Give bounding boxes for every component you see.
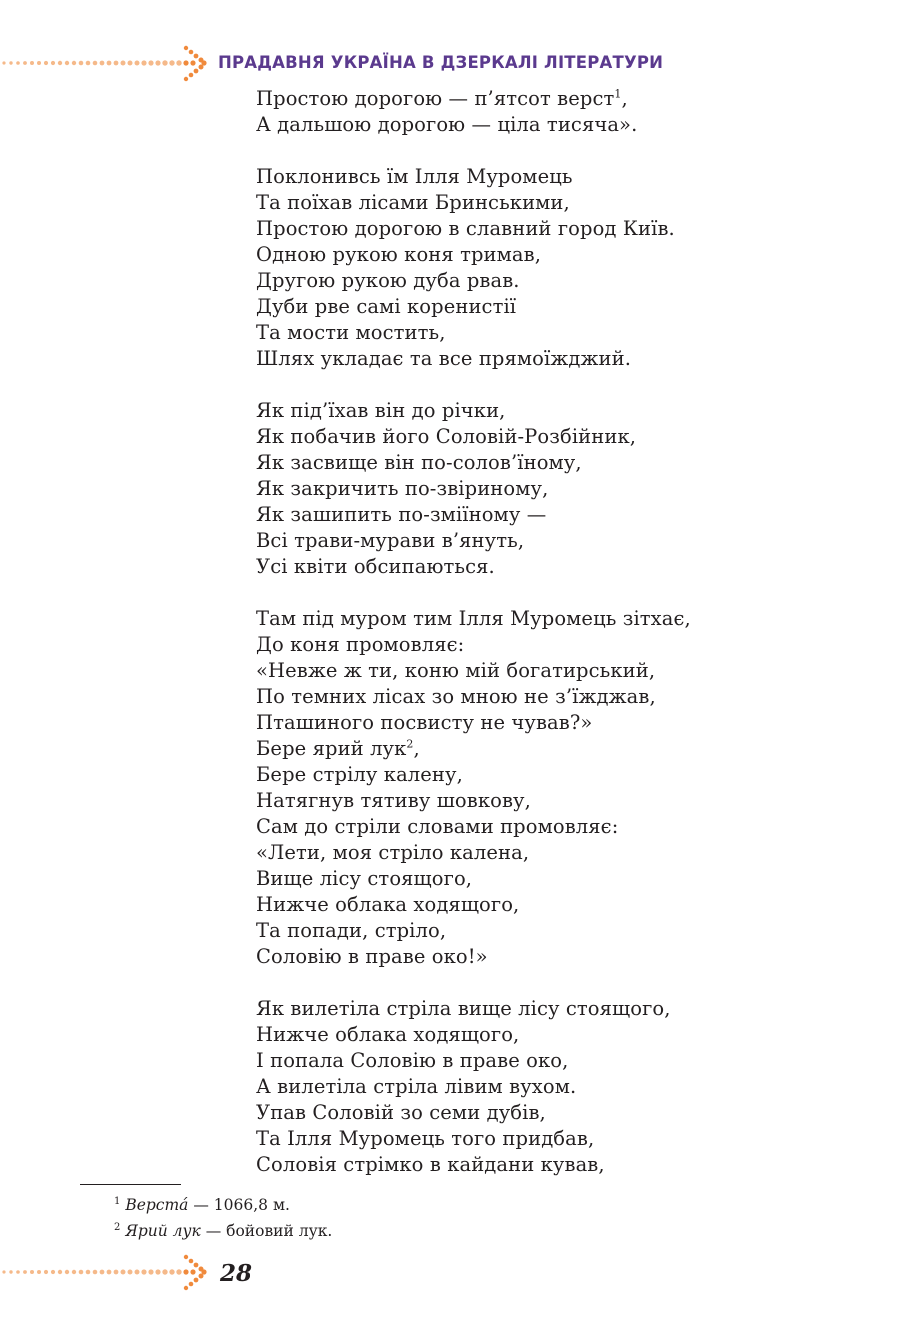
footnote-number: 1 bbox=[114, 1195, 121, 1207]
stanza bbox=[256, 996, 896, 1178]
stanza bbox=[256, 606, 896, 970]
poem-line: Пташиного посвисту не чував?» bbox=[256, 711, 593, 734]
footnote bbox=[114, 1219, 814, 1245]
poem-line: Соловію в праве око!» bbox=[256, 945, 488, 968]
footnote-term: Верстá bbox=[125, 1196, 189, 1214]
footnote-mark: 1 bbox=[614, 87, 622, 101]
poem-line: Як під’їхав він до річки, bbox=[256, 399, 506, 422]
poem-line: Та попади, стріло, bbox=[256, 919, 447, 942]
poem-line: Нижче облака ходящого, bbox=[256, 1023, 520, 1046]
poem-line: Другою рукою дуба рвав. bbox=[256, 269, 520, 292]
poem-line: Нижче облака ходящого, bbox=[256, 893, 520, 916]
poem-line: Поклонивсь їм Ілля Муромець bbox=[256, 165, 573, 188]
page-number: 28 bbox=[220, 1260, 253, 1287]
footnotes bbox=[114, 1193, 814, 1245]
poem-line: Дуби рве самі коренистії bbox=[256, 295, 517, 318]
footnote-text: — 1066,8 м. bbox=[188, 1196, 290, 1214]
poem-line: Упав Соловій зо семи дубів, bbox=[256, 1101, 546, 1124]
poem-line: Як закричить по-звіриному, bbox=[256, 477, 549, 500]
poem-line: Бере стрілу калену, bbox=[256, 763, 463, 786]
poem-body bbox=[256, 86, 896, 1204]
poem-line: «Невже ж ти, коню мій богатирський, bbox=[256, 659, 656, 682]
running-title: ПРАДАВНЯ УКРАЇНА В ДЗЕРКАЛІ ЛІТЕРАТУРИ bbox=[218, 53, 664, 72]
poem-line: Сам до стріли словами промовляє: bbox=[256, 815, 619, 838]
footnote-divider bbox=[80, 1184, 181, 1185]
page-footer bbox=[0, 1252, 918, 1296]
poem-line: Простою дорогою в славний город Київ. bbox=[256, 217, 675, 240]
stanza bbox=[256, 164, 896, 372]
footnote-term: Ярий лук bbox=[125, 1222, 201, 1240]
poem-line: Там під муром тим Ілля Муромець зітхає, bbox=[256, 607, 691, 630]
poem-line: Та поїхав лісами Бринськими, bbox=[256, 191, 570, 214]
poem-line: Бере ярий лук$^2$, bbox=[256, 737, 420, 760]
footnote-text: — бойовий лук. bbox=[200, 1222, 333, 1240]
poem-line: Як побачив його Соловій-Розбійник, bbox=[256, 425, 637, 448]
poem-line: Натягнув тятиву шовкову, bbox=[256, 789, 531, 812]
poem-line: «Лети, моя стріло калена, bbox=[256, 841, 530, 864]
poem-line: Соловія стрімко в кайдани кував, bbox=[256, 1153, 605, 1176]
poem-line: Як засвище він по-солов’їному, bbox=[256, 451, 582, 474]
poem-line: Всі трави-мурави в’януть, bbox=[256, 529, 525, 552]
stanza bbox=[256, 398, 896, 580]
footnote-mark: 2 bbox=[406, 737, 414, 751]
poem-line: До коня промовляє: bbox=[256, 633, 465, 656]
poem-line: Як зашипить по-зміїному — bbox=[256, 503, 547, 526]
poem-line: Вище лісу стоящого, bbox=[256, 867, 473, 890]
page-header bbox=[0, 44, 918, 84]
footnote bbox=[114, 1193, 814, 1219]
poem-line: Простою дорогою — п’ятсот верст$^1$, bbox=[256, 87, 628, 110]
stanza bbox=[256, 86, 896, 138]
poem-line: По темних лісах зо мною не з’їжджав, bbox=[256, 685, 656, 708]
poem-line: Та мости мостить, bbox=[256, 321, 446, 344]
dotted-arrow-icon bbox=[0, 44, 212, 84]
footnote-number: 2 bbox=[114, 1221, 121, 1233]
poem-line: Одною рукою коня тримав, bbox=[256, 243, 542, 266]
poem-line: А дальшою дорогою — ціла тисяча». bbox=[256, 113, 638, 136]
poem-line: Шлях укладає та все прямоїжджий. bbox=[256, 347, 632, 370]
dotted-arrow-icon bbox=[0, 1252, 212, 1296]
poem-line: А вилетіла стріла лівим вухом. bbox=[256, 1075, 577, 1098]
poem-line: Як вилетіла стріла вище лісу стоящого, bbox=[256, 997, 671, 1020]
poem-line: Усі квіти обсипаються. bbox=[256, 555, 495, 578]
poem-line: І попала Соловію в праве око, bbox=[256, 1049, 569, 1072]
poem-line: Та Ілля Муромець того придбав, bbox=[256, 1127, 595, 1150]
